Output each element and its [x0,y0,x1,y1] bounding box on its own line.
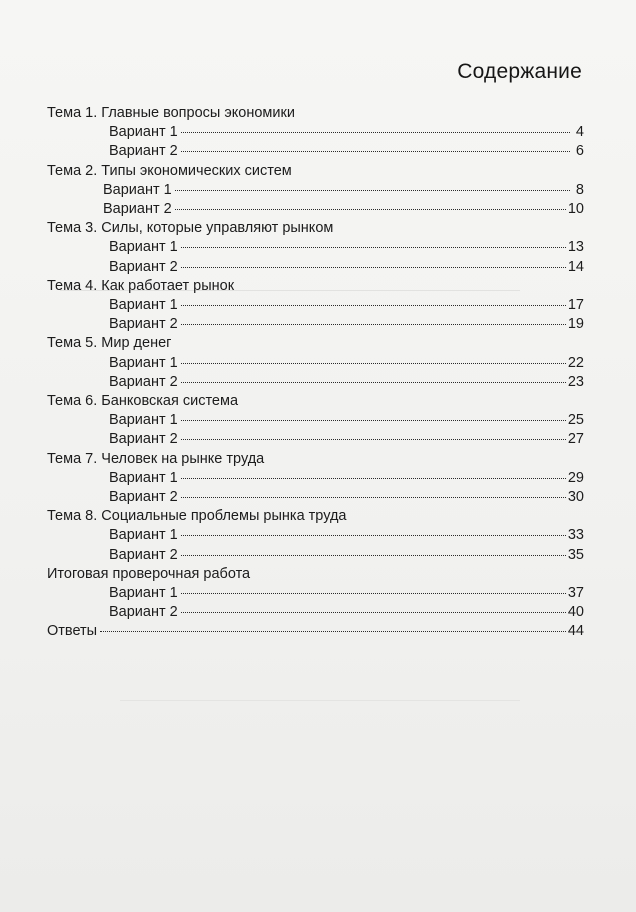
toc-answers[interactable] [47,622,584,641]
page-number: 33 [567,527,584,544]
page-number: 8 [575,181,584,198]
variant-label: Вариант 2 [109,143,178,160]
toc-variant[interactable] [47,373,584,392]
page-number: 30 [567,489,584,506]
page-number: 23 [567,373,584,390]
page-title: Содержание [457,60,582,83]
variant-label: Вариант 1 [109,354,178,371]
dot-leader [181,593,566,594]
toc-topic[interactable] [47,450,584,469]
toc-variant[interactable] [47,200,584,219]
page-number: 4 [575,124,584,141]
toc-variant[interactable] [47,123,584,142]
toc-topic[interactable] [47,392,584,411]
toc-topic[interactable] [47,334,584,353]
page-number: 37 [567,585,584,602]
topic-label: Итоговая проверочная работа [47,565,251,582]
toc-variant[interactable] [47,488,584,507]
topic-label: Тема 5. Мир денег [47,335,172,352]
dot-leader [181,363,566,364]
page-number: 27 [567,431,584,448]
page-number: 10 [567,201,584,218]
page-number: 35 [567,546,584,563]
page-number: 6 [575,143,584,160]
show-through-heading [44,62,49,83]
toc-variant[interactable] [47,430,584,449]
variant-label: Вариант 2 [103,201,172,218]
dot-leader [175,209,566,210]
page-number: 13 [567,239,584,256]
topic-label: Тема 4. Как работает рынок [47,277,235,294]
dot-leader [181,267,566,268]
toc-variant[interactable] [47,354,584,373]
toc-topic[interactable] [47,219,584,238]
toc-variant[interactable] [47,584,584,603]
toc-variant[interactable] [47,411,584,430]
variant-label: Вариант 2 [109,316,178,333]
table-of-contents [47,104,584,642]
dot-leader [175,190,570,191]
page-number: 40 [567,604,584,621]
variant-label: Вариант 1 [109,585,178,602]
answers-label: Ответы [47,623,98,640]
dot-leader [181,151,570,152]
dot-leader [181,132,570,133]
page-number: 22 [567,354,584,371]
variant-label: Вариант 1 [109,469,178,486]
toc-variant[interactable] [47,526,584,545]
dot-leader [181,324,566,325]
variant-label: Вариант 2 [109,489,178,506]
variant-label: Вариант 1 [109,527,178,544]
variant-label: Вариант 1 [109,239,178,256]
page-number: 17 [567,297,584,314]
page-number: 44 [567,623,584,640]
toc-variant[interactable] [47,181,584,200]
toc-variant[interactable] [47,238,584,257]
dot-leader [181,535,566,536]
topic-label: Тема 7. Человек на рынке труда [47,450,265,467]
variant-label: Вариант 1 [103,181,172,198]
toc-variant[interactable] [47,296,584,315]
variant-label: Вариант 2 [109,258,178,275]
variant-label: Вариант 1 [109,124,178,141]
topic-label: Тема 1. Главные вопросы экономики [47,105,295,121]
topic-label: Тема 8. Социальные проблемы рынка труда [47,508,347,525]
variant-label: Вариант 1 [109,297,178,314]
toc-variant[interactable] [47,603,584,622]
dot-leader [181,612,566,613]
toc-topic[interactable] [47,565,584,584]
toc-variant[interactable] [47,546,584,565]
dot-leader [181,420,566,421]
dot-leader [181,555,566,556]
toc-topic[interactable] [47,104,584,123]
variant-label: Вариант 2 [109,373,178,390]
toc-topic[interactable] [47,162,584,181]
page-number: 25 [567,412,584,429]
topic-label: Тема 6. Банковская система [47,393,239,410]
topic-label: Тема 2. Типы экономических систем [47,162,292,179]
dot-leader [181,478,566,479]
dot-leader [181,439,566,440]
toc-topic[interactable] [47,507,584,526]
page-number: 29 [567,469,584,486]
show-through-line [120,700,520,702]
toc-variant[interactable] [47,142,584,161]
page-number: 19 [567,316,584,333]
variant-label: Вариант 2 [109,604,178,621]
dot-leader [181,497,566,498]
dot-leader [181,305,566,306]
toc-topic[interactable] [47,277,584,296]
page-number: 14 [567,258,584,275]
toc-variant[interactable] [47,315,584,334]
dot-leader [181,247,566,248]
variant-label: Вариант 2 [109,431,178,448]
toc-variant[interactable] [47,469,584,488]
dot-leader [100,631,566,632]
dot-leader [181,382,566,383]
topic-label: Тема 3. Силы, которые управляют рынком [47,220,334,237]
variant-label: Вариант 2 [109,546,178,563]
toc-variant[interactable] [47,258,584,277]
variant-label: Вариант 1 [109,412,178,429]
